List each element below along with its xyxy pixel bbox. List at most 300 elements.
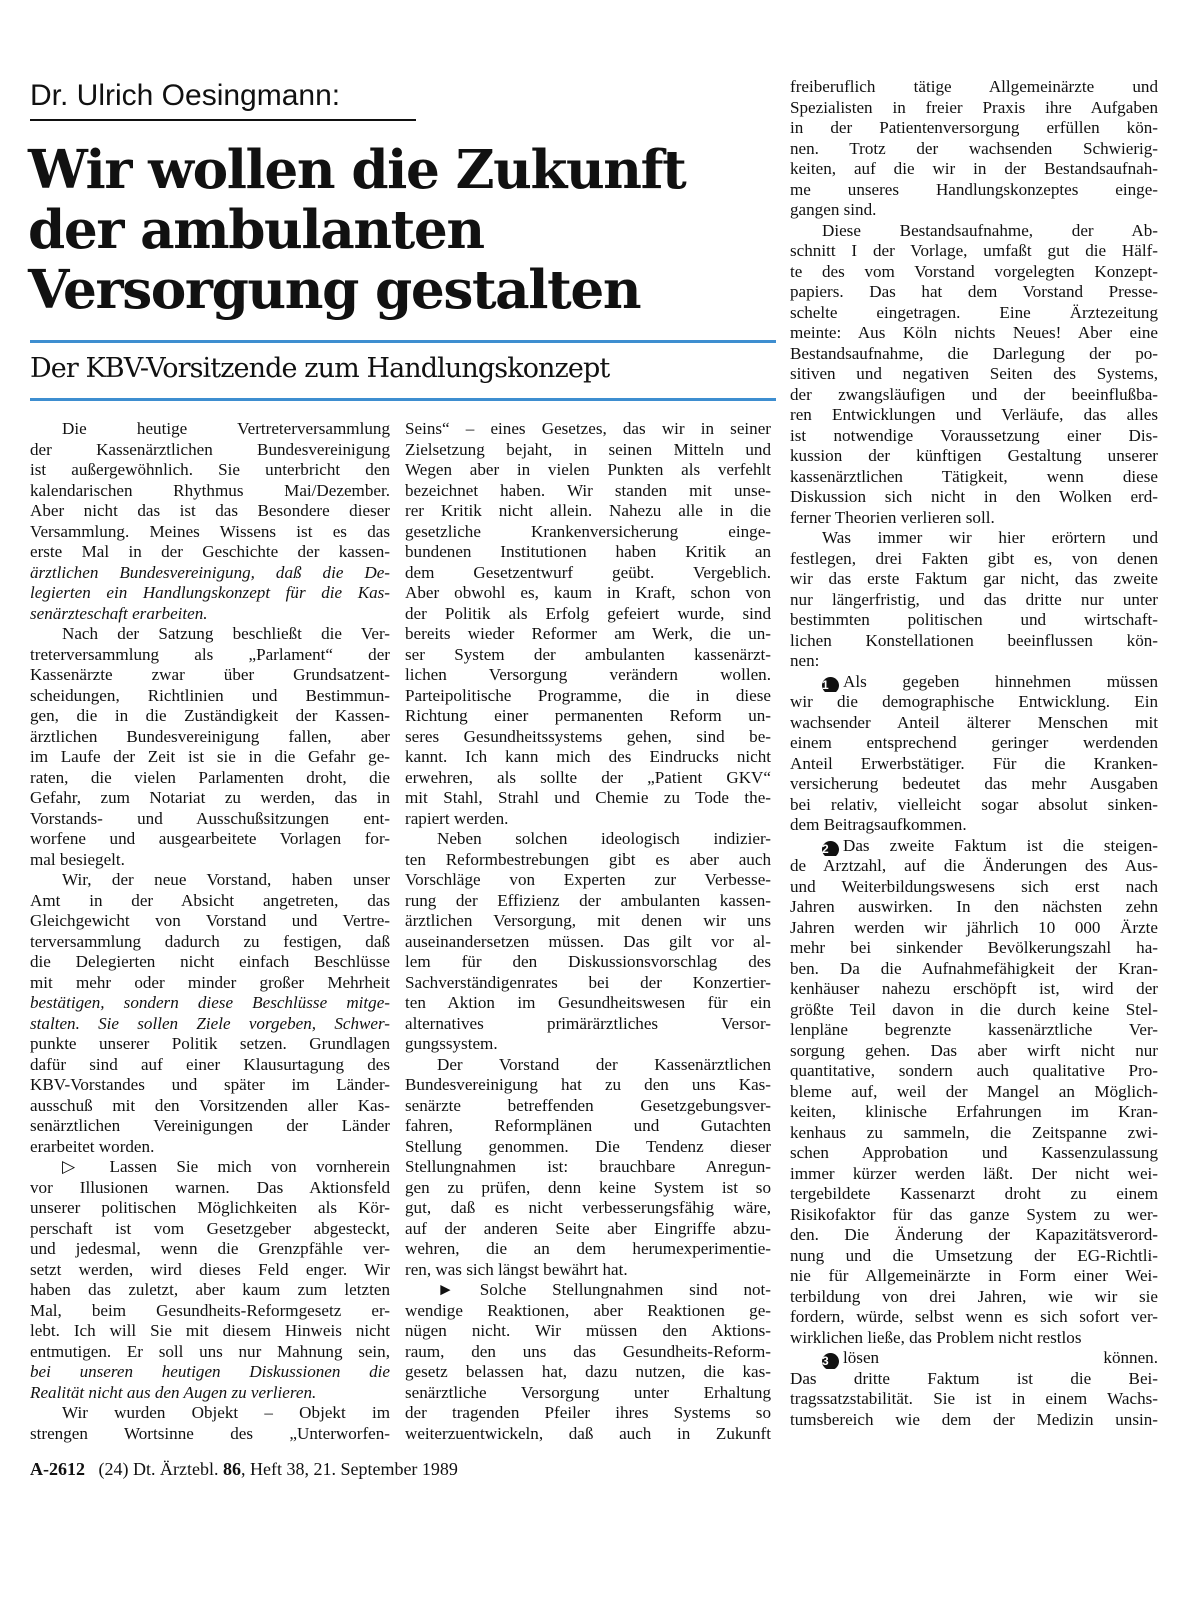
text-line-content: ▷ Lassen Sie mich von vornherein [62,1157,390,1176]
text-line-content: kassenärztlichen Tätigkeit, wenn diese [790,466,1158,486]
subtitle-rule-bottom [30,398,776,401]
text-line [30,911,390,932]
text-line [405,460,771,481]
text-line [30,1342,390,1363]
text-line [30,563,390,584]
text-line-content: treterversammlung als „Parlament“ der [30,644,390,664]
text-line-content: Vorstands- und Ausschußsitzungen ent- [30,808,390,828]
text-line [30,1321,390,1342]
text-line-content: senärztlichen Vereinigungen der Länder [30,1116,390,1135]
text-line [30,1198,390,1219]
text-line-content: bereits wieder Reformer am Werk, die un- [405,624,771,643]
text-line-content: bezeichnet haben. Wir standen mit unse- [405,480,771,500]
text-line [405,1198,771,1219]
text-line-content: senärzteschaft erarbeiten. [30,603,208,623]
text-line-content: keiten, klinische Erfahrungen im Kran- [790,1102,1158,1121]
text-line [405,891,771,912]
text-line-content: tragssatzstabilität. Sie ist in einem Wachs- [790,1389,1158,1408]
text-line [790,733,1158,754]
text-line [30,809,390,830]
text-line [30,604,390,625]
text-line-content: gungssystem. [405,1034,498,1053]
text-line-content: die Delegierten nicht einfach Beschlüsse [30,952,390,971]
text-line-content: der zwangsläufigen und der beeinflußba- [790,384,1158,404]
text-line [790,1082,1158,1103]
text-line-content: nung und die Umsetzung der EG-Richtli- [790,1245,1158,1265]
text-line-content: unserer politischen Möglichkeiten als Kör- [30,1198,390,1217]
text-line [405,1342,771,1363]
text-line-content: Mal, beim Gesundheits-Reformgesetz er- [30,1300,390,1320]
text-line-content: Jahren werden wir jährlich 10 000 Ärzte [790,917,1158,937]
text-line-content: gesetz belassen hat, dazu nutzen, die kas- [405,1362,771,1381]
text-line [790,241,1158,262]
text-line [790,426,1158,447]
text-line [405,1116,771,1137]
text-line [405,1137,771,1158]
text-line [790,323,1158,344]
text-line [30,1403,390,1424]
headline-line: Versorgung gestalten [28,258,641,321]
text-line-content: ren, was sich längst bewährt hat. [405,1259,628,1279]
text-line [790,549,1158,570]
text-line-content: lichen Versorgung verändern wollen. [405,665,771,684]
text-line-content: bestimmten politischen und wirtschaft- [790,610,1158,629]
text-line [790,467,1158,488]
text-line [405,1280,771,1301]
text-line-content: Versammlung. Meines Wissens ist es das [30,521,390,541]
text-line [405,686,771,707]
text-line-content: festlegen, drei Fakten gibt es, von denen [790,548,1158,568]
text-line-content: rer Kritik nicht allein. Nahezu alle in die [405,501,771,520]
text-line [405,1178,771,1199]
text-line-content: te des vom Vorstand vorgelegten Konzept- [790,261,1158,281]
numbered-marker-icon: 1 [822,677,839,693]
text-line [405,1219,771,1240]
subtitle: Der KBV-Vorsitzende zum Handlungskonzept [30,353,610,384]
text-line [790,651,1158,672]
text-line [30,1116,390,1137]
text-line [790,938,1158,959]
text-line-content: stalten. Sie sollen Ziele vorgeben, Schwer- [30,1013,390,1033]
text-line [790,1266,1158,1287]
text-line [790,344,1158,365]
text-line [790,979,1158,1000]
text-line-content: einem entsprechend geringer werdenden [790,733,1158,752]
headline-line: der ambulanten [28,198,484,261]
text-column-3 [790,77,1158,1430]
text-line-content: ► Solche Stellungnahmen sind not- [437,1280,771,1299]
text-line-content: Stellung genommen. Die Tendenz dieser [405,1136,771,1156]
text-line [790,1184,1158,1205]
text-line-content: ten Aktion im Gesundheitswesen für ein [405,993,771,1012]
text-line-content: Neben solchen ideologisch indizier- [437,829,771,848]
text-line-content: und jedesmal, wenn die Grenzpfähle ver- [30,1239,390,1258]
text-line [790,856,1158,877]
text-line-content: im Laufe der Zeit ist sie in die Gefahr ge- [30,747,390,766]
text-line-content: nügen nicht. Wir müssen den Aktions- [405,1321,771,1340]
text-line-content: der tragenden Pfeiler ihres Systems so [405,1403,771,1422]
text-line [405,1075,771,1096]
text-line-content: Gleichgewicht von Vorstand und Vertre- [30,911,390,930]
text-line-content: Realität nicht aus den Augen zu verlieren. [30,1382,317,1402]
text-line [405,993,771,1014]
text-line [790,631,1158,652]
text-line [405,952,771,973]
text-line [790,959,1158,980]
text-line-content: Diskussion sich nicht in den Wolken erd- [790,487,1158,506]
text-line-content: mal besiegelt. [30,849,125,869]
text-line-content: Vorschläge von Experten zur Verbesse- [405,870,771,889]
text-line-content: Anteil Erwerbstätiger. Für die Kranken- [790,753,1158,773]
text-line-content: Wir, der neue Vorstand, haben unser [62,870,390,889]
text-line [30,1014,390,1035]
text-line-content: perschaft ist vom Gesetzgeber abgesteckt, [30,1218,390,1238]
text-line-content: dem Beitragsaufkommen. [790,815,967,834]
text-line-content: scheidungen, Richtlinien und Bestimmun- [30,685,390,705]
text-line-content: wachsender Anteil älterer Menschen mit [790,712,1158,732]
text-line-content: mit mehr oder minder großer Mehrheit [30,972,390,992]
text-line [405,1362,771,1383]
text-line-content: raum, den uns das Gesundheits-Reform- [405,1341,771,1361]
text-line [405,1014,771,1035]
text-line-content: wendige Reaktionen, aber Reaktionen ge- [405,1300,771,1320]
text-line-content: senärzte betreffenden Gesetzgebungsver- [405,1095,771,1115]
text-line-content: fordern, würde, selbst wenn es sich sofort ver- [790,1307,1158,1326]
text-line [790,1143,1158,1164]
text-line [790,159,1158,180]
text-line-content: ist notwendige Voraussetzung einer Dis- [790,425,1158,445]
text-line-content: ärztlichen Bundesvereinigung fallen, aber [30,726,390,746]
text-line-content: de Arztzahl, auf die Änderungen des Aus- [790,856,1158,875]
text-line [790,836,1158,857]
text-line-content: worfene und ausgearbeitete Vorlagen for- [30,829,390,848]
text-line [790,1410,1158,1431]
text-line-content: bleme auf, weil der Mangel an Möglich- [790,1081,1158,1101]
text-line [405,645,771,666]
text-line-content: dafür sind auf einer Klausurtagung des [30,1054,390,1074]
text-line-content: freiberuflich tätige Allgemeinärzte und [790,77,1158,96]
text-line [405,583,771,604]
text-line [30,788,390,809]
journal-volume: 86 [222,1459,241,1479]
text-line [30,1280,390,1301]
text-line-content: quantitative, sondern auch qualitative Pro- [790,1061,1158,1080]
text-line-content: gen zu prüfen, denn keine System ist so [405,1177,771,1197]
text-line [30,522,390,543]
text-line [30,747,390,768]
text-line [405,706,771,727]
text-line [790,1287,1158,1308]
text-line-content: gen, die in die Zuständigkeit der Kassen- [30,706,390,725]
text-line [790,1389,1158,1410]
text-line-content: Wir wurden Objekt – Objekt im [62,1403,390,1422]
text-line [790,200,1158,221]
text-line-content: lichen Konstellationen beeinflussen kön- [790,630,1158,650]
text-line [790,1164,1158,1185]
text-line-content: tumsbereich wie dem der Medizin unsin- [790,1409,1158,1429]
text-line [405,542,771,563]
text-line-content: in der Patientenversorgung erfüllen kön- [790,118,1158,137]
text-line [790,1369,1158,1390]
text-line [30,460,390,481]
text-line [30,1157,390,1178]
text-line [790,487,1158,508]
text-line [405,1055,771,1076]
text-line-content: Zielsetzung bejaht, in seinen Mitteln und [405,439,771,459]
text-line [405,788,771,809]
text-line [30,727,390,748]
text-line-content: Diese Bestandsaufnahme, der Ab- [822,220,1158,240]
text-line-content: ärztlichen Bundesvereinigung, daß die De- [30,562,390,582]
text-line-content: kannt. Ich kann mich des Eindrucks nicht [405,747,771,766]
text-line-content: lenpläne begrenzte kassenärztliche Ver- [790,1020,1158,1039]
text-line-content: ten Reformbestrebungen gibt es aber auch [405,849,771,869]
text-line-content: fahren, Reformplänen und Gutachten [405,1116,771,1135]
text-line [30,952,390,973]
text-line [790,528,1158,549]
text-line [790,98,1158,119]
text-line [30,1362,390,1383]
text-line-content: Amt in der Absicht angetreten, das [30,890,390,910]
text-line-content: den. Die Änderung der Kapazitätsverord- [790,1225,1158,1244]
text-line-content: wir das erste Faktum gar nicht, das zweite [790,569,1158,588]
headline [28,140,788,320]
text-line [790,1307,1158,1328]
text-line [790,1246,1158,1267]
text-line [405,973,771,994]
text-line [405,727,771,748]
text-line [405,1321,771,1342]
text-line [30,973,390,994]
text-line [30,1219,390,1240]
subtitle-rule-top [30,340,776,343]
text-line [790,897,1158,918]
text-line-content: immer kürzer werden läßt. Der nicht wei- [790,1163,1158,1183]
text-line-content: ser System der ambulanten kassenärzt- [405,644,771,664]
text-line [790,1020,1158,1041]
text-line-content: haben das zuletzt, aber kaum zum letzten [30,1280,390,1299]
text-line-content: gesetzliche Krankenversicherung einge- [405,521,771,541]
headline-line: Wir wollen die Zukunft [28,138,686,201]
text-line [30,829,390,850]
text-line-content: rung der Effizienz der ambulanten kassen- [405,890,771,910]
page-footer [30,1458,458,1480]
text-line [790,918,1158,939]
text-line [30,665,390,686]
text-line-content: Was immer wir hier erörtern und [822,528,1158,547]
journal-reference: (24) Dt. Ärztebl. [98,1459,219,1479]
text-line-content: punkte unserer Politik setzen. Grundlagen [30,1034,390,1053]
text-line-content: bei unseren heutigen Diskussionen die [30,1362,390,1381]
numbered-marker-icon: 2 [822,841,839,857]
text-line [405,481,771,502]
text-line-content: Aber nicht das ist das Besondere dieser [30,501,390,520]
text-line-content: ren Entwicklungen und Verläufe, das alles [790,405,1158,424]
text-line-content: Risikofaktor für das ganze System zu wer- [790,1204,1158,1224]
text-line-content: Spezialisten in freier Praxis ihre Aufgaben [790,97,1158,117]
text-line [790,118,1158,139]
text-line-content: erwehren, als sollte der „Patient GKV“ [405,767,771,787]
text-line-content: weiterzuentwickeln, daß auch in Zukunft [405,1423,771,1443]
text-line-content: mit Stahl, Strahl und Chemie zu Tode the- [405,788,771,807]
text-line [30,1178,390,1199]
text-line-content: rapiert werden. [405,808,509,828]
issue-date: , Heft 38, 21. September 1989 [240,1459,458,1479]
text-line-content: Aber obwohl es, kaum in Kraft, schon von [405,583,771,602]
text-line [405,932,771,953]
text-line-content: lösen können. [843,1348,1158,1367]
text-line [30,419,390,440]
text-line [790,1348,1158,1369]
text-line-content: Jahren auswirken. In den nächsten zehn [790,897,1158,916]
text-column-1 [30,419,390,1444]
text-line-content: wir die demographische Entwicklung. Ein [790,692,1158,711]
text-line [405,501,771,522]
text-line [405,1260,771,1281]
text-line [30,1055,390,1076]
text-line [790,1328,1158,1349]
text-line [30,1096,390,1117]
text-line [790,1205,1158,1226]
text-line-content: kalendarischen Rhythmus Mai/Dezember. [30,480,390,500]
text-line [405,1157,771,1178]
text-line-content: ausschuß mit den Vorsitzenden aller Kas- [30,1095,390,1115]
text-line [405,809,771,830]
text-line [405,604,771,625]
text-line [30,542,390,563]
text-line [30,768,390,789]
text-line [405,522,771,543]
text-line-content: Sachverständigenrates bei der Konzertier- [405,972,771,992]
text-line-content: lem für den Diskussionsvorschlag des [405,952,771,971]
text-line-content: raten, die vielen Parlamenten droht, die [30,767,390,787]
text-line [405,911,771,932]
text-line [30,481,390,502]
text-line [790,815,1158,836]
text-line [790,1061,1158,1082]
text-line-content: ärztlichen Versorgung, mit denen wir uns [405,911,771,930]
text-line [30,850,390,871]
text-line [405,829,771,850]
text-line [405,1301,771,1322]
text-line-content: seres Gesundheitssystems gehen, sind be- [405,726,771,746]
text-line-content: bundenen Institutionen haben Kritik an [405,542,771,561]
text-line-content: auf der anderen Seite aber Eingriffe abzu- [405,1218,771,1238]
text-line-content: Als gegeben hinnehmen müssen [843,671,1158,691]
text-line [30,686,390,707]
text-line-content: KBV-Vorstandes und später im Länder- [30,1075,390,1094]
text-line-content: der Politik als Erfolg gefeiert wurde, sind [405,603,771,623]
text-line [405,1239,771,1260]
text-line [790,569,1158,590]
text-line-content: erste Mal in der Geschichte der kassen- [30,542,390,561]
text-line-content: ben. Da die Aufnahmefähigkeit der Kran- [790,958,1158,978]
text-line [790,877,1158,898]
text-line [790,590,1158,611]
text-line-content: wirklichen ließe, das Problem nicht restlos [790,1327,1082,1347]
text-line-content: Richtung einer permanenten Reform un- [405,706,771,725]
text-line-content: gangen sind. [790,200,877,219]
text-line [790,774,1158,795]
text-line-content: senärztliche Versorgung unter Erhaltung [405,1382,771,1402]
text-line-content: bei relativ, vielleicht sogar absolut sinken- [790,794,1158,814]
text-line-content: Gefahr, zum Notariat zu werden, das in [30,788,390,807]
text-line-content: sorgung gehen. Das aber wirft nicht nur [790,1040,1158,1060]
text-line-content: bestätigen, sondern diese Beschlüsse mitge- [30,993,390,1012]
text-line [30,583,390,604]
text-line-content: dem Gesetzentwurf geübt. Vergeblich. [405,562,771,582]
text-line [790,405,1158,426]
text-line [405,850,771,871]
text-line [790,508,1158,529]
text-line-content: schelte eingetragen. Eine Ärztezeitung [790,302,1158,322]
text-line [790,610,1158,631]
text-line [30,993,390,1014]
text-line-content: vor Illusionen warnen. Das Aktionsfeld [30,1177,390,1197]
text-line [790,180,1158,201]
text-line-content: größte Teil davon in die durch keine Stel- [790,999,1158,1019]
text-line-content: nen. Trotz der wachsenden Schwierig- [790,138,1158,158]
text-line [405,870,771,891]
text-line-content: schen Approbation und Kassenzulassung [790,1143,1158,1162]
text-line-content: keiten, auf die wir in der Bestandsaufnah- [790,159,1158,178]
text-line-content: Die heutige Vertreterversammlung [62,419,390,438]
text-line-content: Wegen aber in vielen Punkten als verfehlt [405,460,771,479]
text-line-content: strengen Wortsinne des „Unterworfen- [30,1423,390,1443]
text-line [405,624,771,645]
text-line [790,713,1158,734]
text-line [30,1301,390,1322]
text-line-content: schnitt I der Vorlage, umfaßt gut die Hälf- [790,241,1158,260]
text-line [790,139,1158,160]
text-line [405,665,771,686]
text-line-content: gut, daß es nicht verbesserungsfähig wäre, [405,1198,771,1217]
text-line-content: Das zweite Faktum ist die steigen- [843,835,1158,855]
text-line [790,262,1158,283]
text-line [30,1383,390,1404]
text-line [790,795,1158,816]
text-line [30,1137,390,1158]
text-line-content: entmutigen. Er soll uns nur Mahnung sein, [30,1341,390,1361]
text-line-content: kenhäuser nahezu erschöpft ist, wird der [790,979,1158,998]
text-line-content: lebt. Ich will Sie mit diesem Hinweis nicht [30,1321,390,1340]
text-line-content: auseinandersetzen müssen. Das gilt vor al- [405,931,771,951]
text-line [30,645,390,666]
text-line [790,221,1158,242]
text-line-content: wehren, die an dem herumexperimentie- [405,1239,771,1258]
text-line [405,563,771,584]
text-line [405,440,771,461]
text-line-content: terbildung von drei Jahren, wie wir sie [790,1286,1158,1306]
page-number: A-2612 [30,1459,85,1479]
text-line-content: erarbeitet worden. [30,1136,155,1156]
text-line-content: Nach der Satzung beschließt die Ver- [62,624,390,643]
text-line-content: nie für Allgemeinärzte in Form einer Wei- [790,1266,1158,1285]
text-line [790,672,1158,693]
text-line [30,1260,390,1281]
text-line [405,1096,771,1117]
text-line [790,385,1158,406]
text-line-content: mehr bei sinkender Bevölkerungszahl ha- [790,938,1158,957]
text-line-content: nur längerfristig, und das dritte nur unter [790,589,1158,609]
text-column-2 [405,419,771,1444]
text-line [30,932,390,953]
text-line [30,1424,390,1445]
text-line-content: me unseres Handlungskonzeptes einge- [790,179,1158,199]
text-line [30,891,390,912]
text-line-content: sitiven und negativen Seiten des Systems, [790,364,1158,383]
text-line-content: Parteipolitische Programme, die in diese [405,685,771,705]
